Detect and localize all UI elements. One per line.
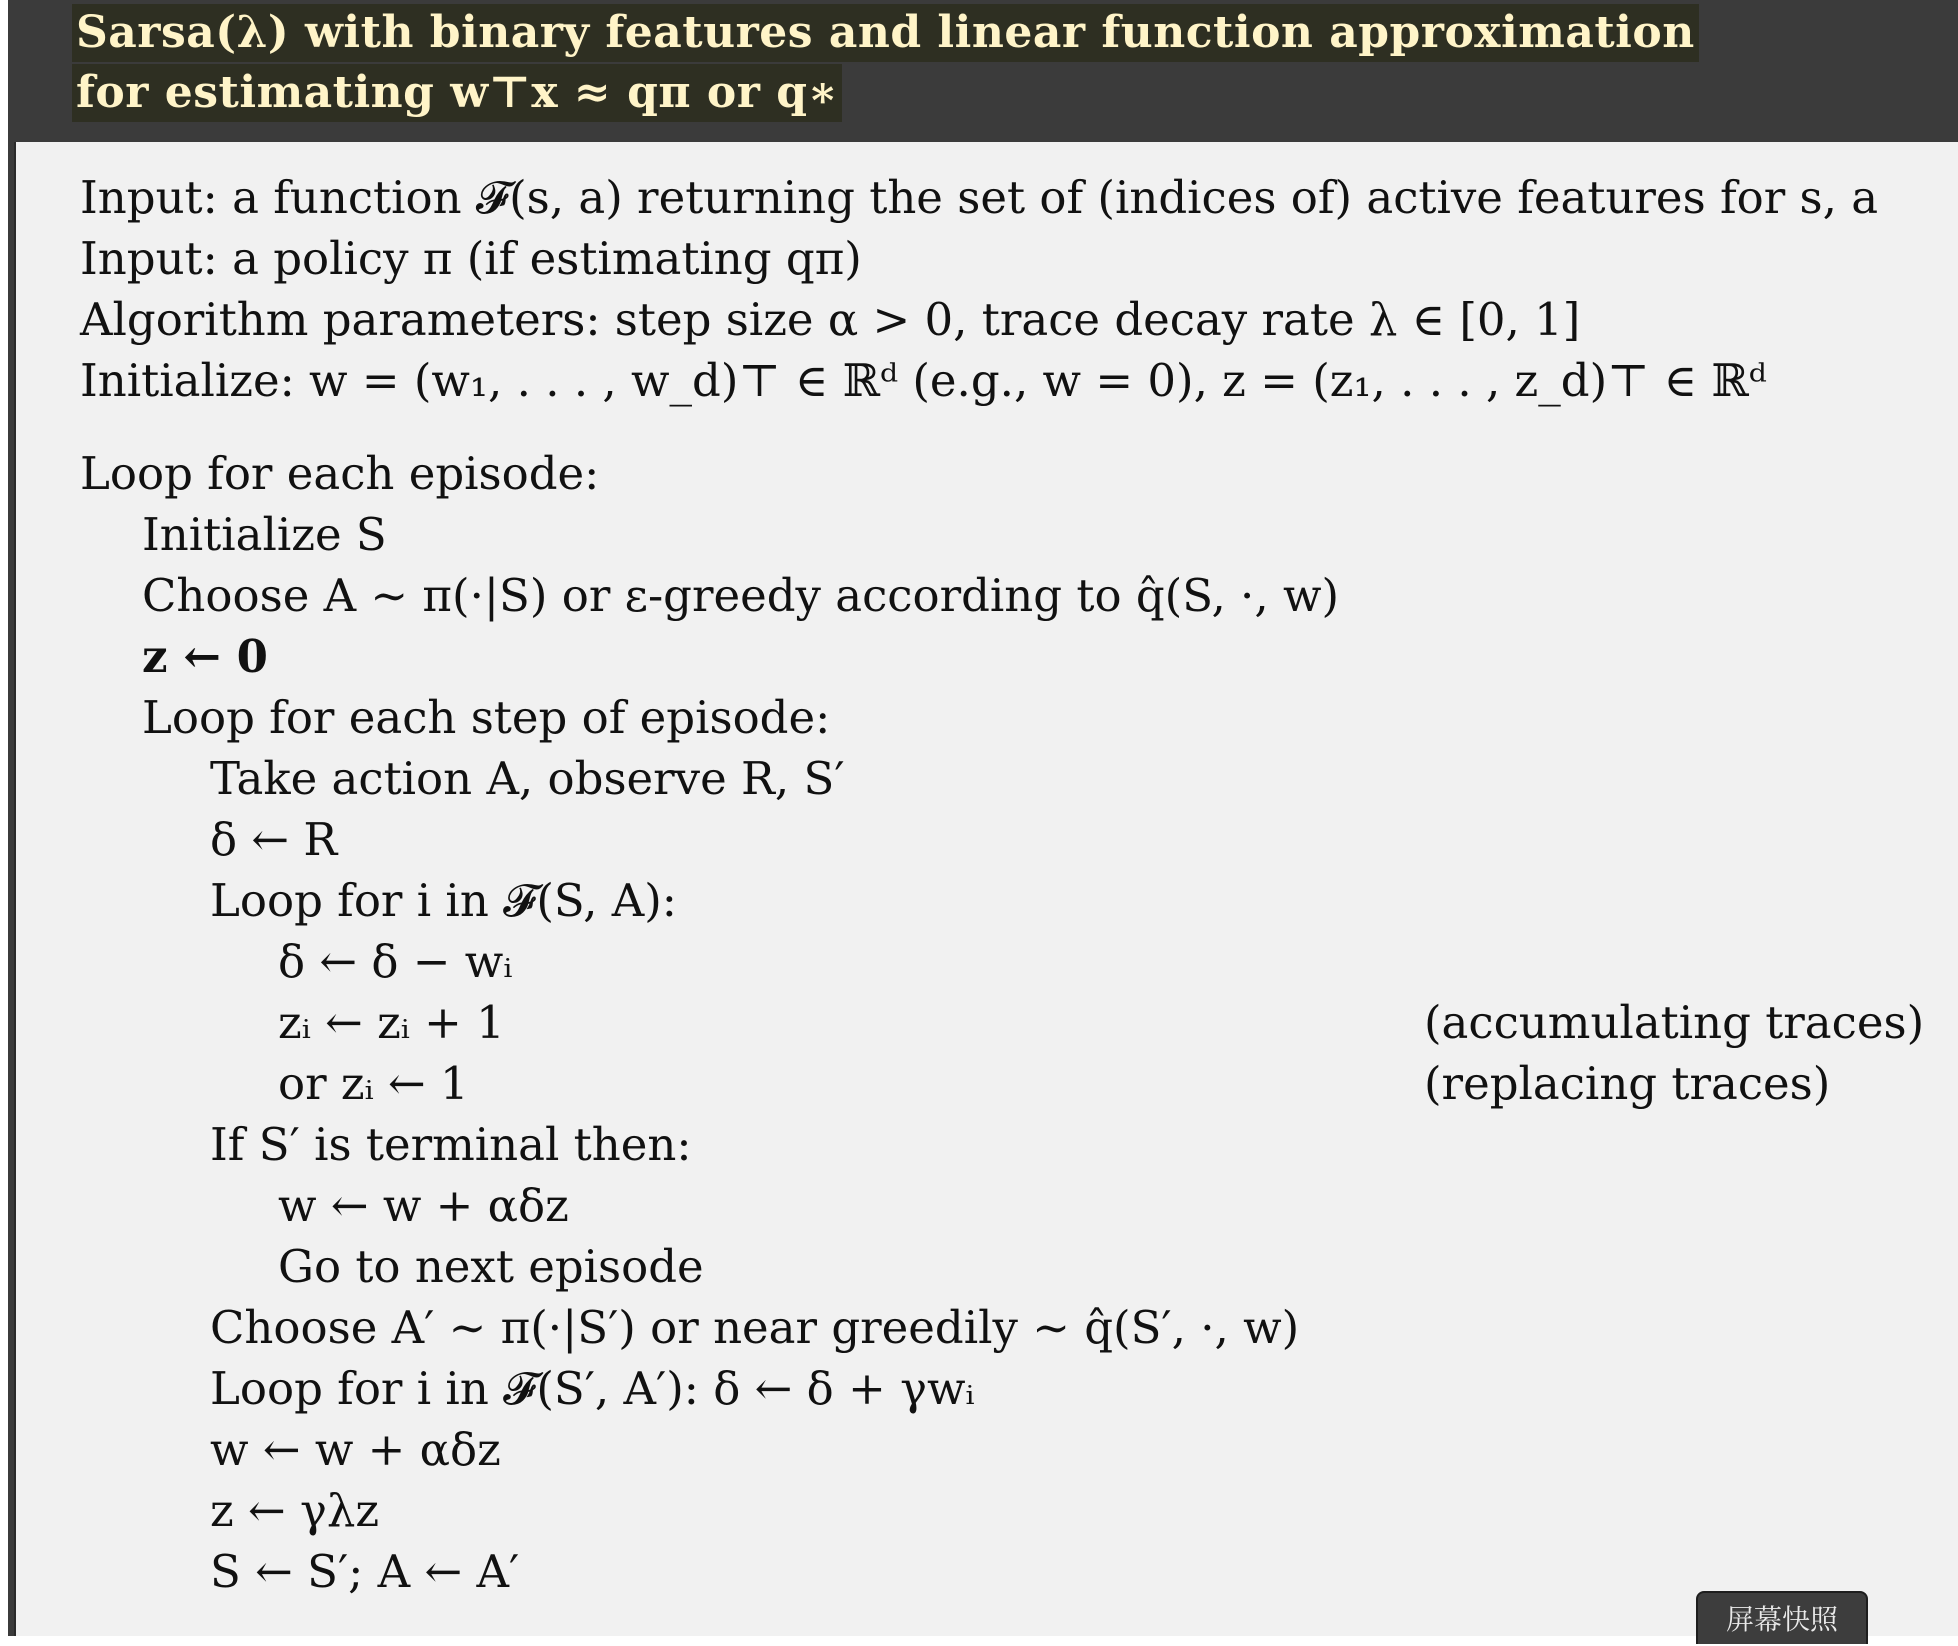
trace-decay-line: z ← γλz xyxy=(210,1484,380,1537)
delta-update-line: δ ← δ − wᵢ xyxy=(278,935,513,988)
delta-init-line: δ ← R xyxy=(210,813,338,866)
replacing-trace-line: or zᵢ ← 1 xyxy=(278,1057,469,1110)
choose-next-action-line: Choose A′ ∼ π(·|S′) or near greedily ∼ q̂(S′, ·, w) xyxy=(210,1301,1300,1354)
screenshot-snapshot-button[interactable]: 屏幕快照 xyxy=(1696,1591,1868,1644)
loop-step-line: Loop for each step of episode: xyxy=(142,691,831,744)
choose-a-line: Choose A ∼ π(·|S) or ε-greedy according to q̂(S, ·, w) xyxy=(142,569,1340,622)
loop-episode-line: Loop for each episode: xyxy=(80,447,600,500)
algorithm-title-line-1: Sarsa(λ) with binary features and linear function approximation xyxy=(72,4,1699,62)
algorithm-body xyxy=(14,142,1958,1636)
input-policy-line: Input: a policy π (if estimating qπ) xyxy=(80,232,862,285)
state-action-advance-line: S ← S′; A ← A′ xyxy=(210,1545,520,1598)
accumulating-traces-note: (accumulating traces) xyxy=(1424,996,1925,1049)
input-features-line: Input: a function 𝓕(s, a) returning the set of (indices of) active features for s, a xyxy=(80,171,1879,224)
algorithm-box xyxy=(8,0,1958,1636)
loop-next-features-line: Loop for i in 𝓕(S′, A′): δ ← δ + γwᵢ xyxy=(210,1362,975,1415)
initialize-line: Initialize: w = (w₁, . . . , w_d)⊤ ∈ ℝᵈ (e.g., w = 0), z = (z₁, . . . , z_d)⊤ ∈ ℝᵈ xyxy=(80,354,1767,407)
next-episode-line: Go to next episode xyxy=(278,1240,704,1293)
loop-features-line: Loop for i in 𝓕(S, A): xyxy=(210,874,677,927)
bottom-margin xyxy=(0,1636,1958,1644)
accumulating-trace-line: zᵢ ← zᵢ + 1 xyxy=(278,996,505,1049)
take-action-line: Take action A, observe R, S′ xyxy=(210,752,845,805)
terminal-weight-update-line: w ← w + αδz xyxy=(278,1179,569,1232)
reset-trace-line: z ← 0 xyxy=(142,630,268,683)
algorithm-header xyxy=(8,0,1958,140)
initialize-s-line: Initialize S xyxy=(142,508,387,561)
terminal-check-line: If S′ is terminal then: xyxy=(210,1118,692,1171)
weight-update-line: w ← w + αδz xyxy=(210,1423,501,1476)
algorithm-parameters-line: Algorithm parameters: step size α > 0, trace decay rate λ ∈ [0, 1] xyxy=(80,293,1581,346)
replacing-traces-note: (replacing traces) xyxy=(1424,1057,1831,1110)
algorithm-title-line-2: for estimating w⊤x ≈ qπ or q∗ xyxy=(72,64,842,122)
